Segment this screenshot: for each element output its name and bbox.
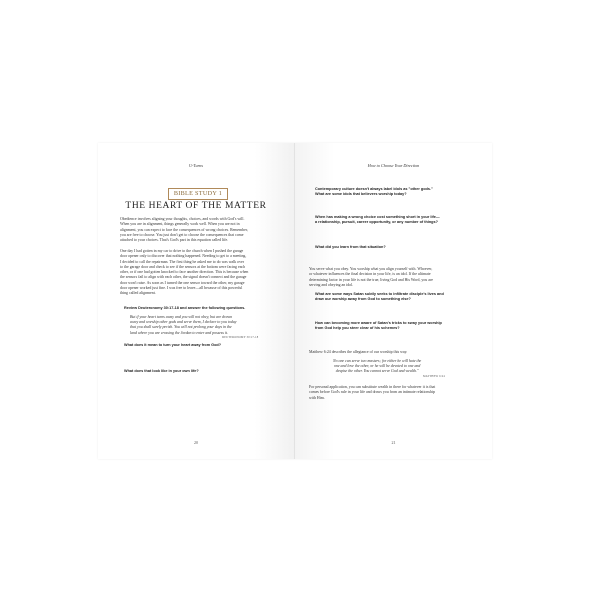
quote-line: away and worship other gods and serve them, I declare to you today <box>130 320 237 325</box>
text-line: thing called alignment. <box>120 291 156 296</box>
quote-line: despise the other. You cannot serve God and wealth." <box>335 369 419 374</box>
question-satan-ways: What are some ways Satan subtly seeks to infiltrate disciple's lives and draw our worship away from God to something else? <box>315 292 444 301</box>
question-idols: Contemporary culture doesn't always label idols as "other gods." What are some idols that believers worship today? <box>315 187 433 196</box>
page-number-right: 21 <box>391 440 396 445</box>
question-1: What does it mean to turn your heart away from God? <box>124 343 222 347</box>
page-number-left: 20 <box>194 440 198 445</box>
quote-line: land where you are crossing the Jordan to enter and possess it. <box>130 330 228 335</box>
serve-obey-paragraph <box>309 267 475 288</box>
text-line: to the garage door and check to see if the sensors at the bottom were facing each <box>120 264 246 269</box>
text-line: you are free to choose. You just don't get to choose the consequences that come <box>120 232 244 237</box>
quote-line: that you shall surely perish. You will not prolong your days in the <box>130 325 232 330</box>
matthew-reference: MATTHEW 6:24 <box>423 375 446 378</box>
question-satan-tricks: How can becoming more aware of Satan's tricks to sway your worship from God help you steer clear of his schemes? <box>315 321 442 330</box>
text-line: I decided to call the repairman. The first thing he asked me to do was walk over <box>120 259 245 264</box>
text-line: For personal application, you can substitute wealth in there for whatever it is that <box>309 385 436 389</box>
quote-line: one and love the other, or he will be devoted to one and <box>333 364 421 369</box>
text-line: other, or if one had gotten knocked to face another direction. This is because when <box>120 270 249 275</box>
running-head-right: How to Choose Your Direction <box>367 163 420 168</box>
question-wrong-choice: When has making a wrong choice cost something short in your life— a relationship, pursuit, career opportunity, or any number of things? <box>315 215 440 224</box>
text-line: door won't raise. As soon as I turned the one sensor toward the other, my garage <box>120 280 245 285</box>
text-line: Obedience involves aligning your thoughts, choices, and words with God's will. <box>120 217 245 221</box>
application-paragraph <box>309 385 475 401</box>
text-line: or whatever influences the final decision in your life, is an idol. If the ultimate <box>309 272 431 277</box>
text-line: comes before God's rule in your life and draws you from an intimate relationship <box>309 390 435 395</box>
text-line: When you are in alignment, things generally work well. When you are not in <box>120 222 240 227</box>
book-spread <box>98 143 492 459</box>
right-page <box>295 143 492 459</box>
deuteronomy-quote <box>130 315 237 336</box>
quote-line: No one can serve two masters; for either he will hate the <box>333 359 422 363</box>
study-title: THE HEART OF THE MATTER <box>125 201 267 211</box>
text-line: door opener only to discover that nothing happened. Needing to get to a meeting, <box>120 254 247 259</box>
text-line: One day I had gotten in my car to drive to the church when I pushed the garage <box>120 249 244 253</box>
quote-reference: DEUTERONOMY 30:17-18 <box>222 336 259 339</box>
matthew-intro: Matthew 6:24 describes the allegiance of our worship this way. <box>309 350 408 354</box>
running-head-left: U-Turns <box>189 163 203 168</box>
left-page <box>98 143 294 459</box>
text-line: with Him. <box>309 395 325 400</box>
text-line: attached to your choices. That's God's part in this equation called life. <box>120 238 229 243</box>
text-line: determining factor in your life is not the true, living God and His Word, you are <box>309 277 433 282</box>
bible-study-label: BIBLE STUDY 1 <box>168 188 228 200</box>
question-learned: What did you learn from that situation? <box>315 245 386 249</box>
text-line: door opener worked just fine. I was free to leave—all because of this powerful <box>120 286 243 291</box>
text-line: serving and obeying an idol. <box>309 282 354 287</box>
quote-line: But if your heart turns away and you will not obey, but are drawn <box>130 315 233 319</box>
intro-paragraph <box>120 217 274 243</box>
question-2: What does that look like in your own life? <box>124 369 199 373</box>
text-line: alignment, you can expect to face the consequences of wrong choices. Remember, <box>120 227 248 232</box>
text-line: You serve what you obey. You worship what you align yourself with. Whoever, <box>309 267 433 271</box>
review-instruction: Review Deuteronomy 30:17-18 and answer the following questions. <box>124 306 246 310</box>
text-line: the sensors fail to align with each other, the signal doesn't connect and the garage <box>120 275 247 280</box>
matthew-quote <box>333 359 421 375</box>
garage-story-paragraph <box>120 249 274 297</box>
